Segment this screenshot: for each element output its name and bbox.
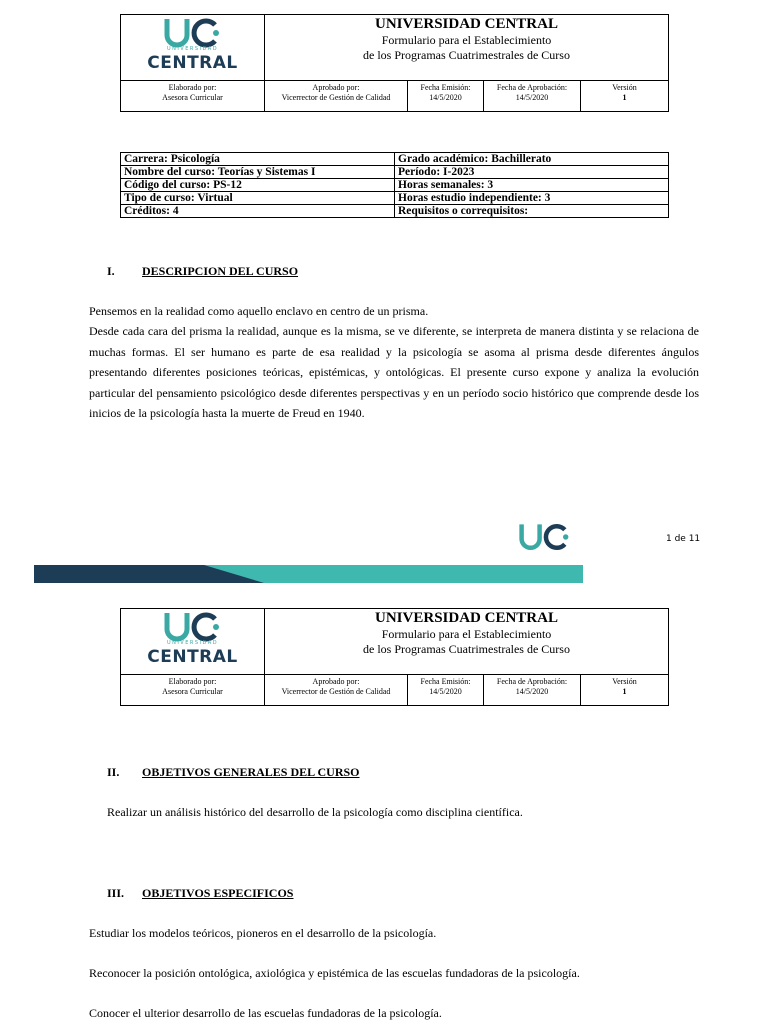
meta-fecha-aprobacion: Fecha de Aprobación: 14/5/2020: [484, 81, 581, 111]
page-number: 1 de 11: [666, 534, 701, 544]
logo-small-text: UNIVERSIDAD: [166, 640, 219, 646]
description-paragraph-2: Desde cada cara del prisma la realidad, aunque es la misma, se ve diferente, se interpreta de manera distinta y se relaciona de muchas formas. El ser humano es parte de esa realidad y la psicología se asoma al prisma desde diferentes ángulos presentando diferentes posiciones teóricas, epistémicas, y ontológicas. El presente curso expone y analiza la evolución particular del pensamiento psicológico desde diferentes perspectivas y en un período socio histórico que comprende desde los inicios de la psicología hasta la muerte de Freud en 1940.: [89, 324, 699, 420]
university-name: UNIVERSIDAD CENTRAL: [375, 16, 558, 32]
table-row: Créditos: 4 Requisitos o correquisitos:: [121, 205, 669, 218]
meta-fecha-emision: Fecha Emisión: 14/5/2020: [408, 81, 484, 111]
table-row: Nombre del curso: Teorías y Sistemas I Período: I-2023: [121, 166, 669, 179]
meta-fecha-emision: Fecha Emisión: 14/5/2020: [408, 675, 484, 705]
section-heading-1: I. DESCRIPCION DEL CURSO: [107, 264, 299, 278]
form-subtitle-2: de los Programas Cuatrimestrales de Curso: [363, 48, 570, 62]
document-header-page-2: [120, 608, 669, 706]
university-name: UNIVERSIDAD CENTRAL: [375, 610, 558, 626]
specific-objective-1: Estudiar los modelos teóricos, pioneros en el desarrollo de la psicología.: [89, 926, 437, 940]
table-row: Carrera: Psicología Grado académico: Bachillerato: [121, 153, 669, 166]
meta-aprobado: Aprobado por: Vicerrector de Gestión de Calidad: [265, 81, 408, 111]
specific-objective-3: Conocer el ulterior desarrollo de las escuelas fundadoras de la psicología.: [89, 1006, 442, 1020]
university-logo: [121, 15, 265, 80]
meta-aprobado: Aprobado por: Vicerrector de Gestión de Calidad: [265, 675, 408, 705]
description-paragraph-1: Pensemos en la realidad como aquello enclavo en centro de un prisma.: [89, 304, 429, 318]
footer-uc-logo-icon: [518, 522, 572, 557]
course-info-table: [120, 152, 669, 218]
general-objective: Realizar un análisis histórico del desarrollo de la psicología como disciplina científica.: [107, 805, 523, 819]
form-subtitle-1: Formulario para el Establecimiento: [381, 33, 552, 47]
specific-objective-2: Reconocer la posición ontológica, axiológica y epistémica de las escuelas fundadoras de la psicología.: [89, 966, 580, 980]
meta-elaborado: Elaborado por: Asesora Curricular: [121, 675, 265, 705]
logo-wordmark: CENTRAL: [147, 53, 238, 73]
logo-wordmark: CENTRAL: [147, 647, 238, 667]
section-heading-3: III. OBJETIVOS ESPECIFICOS: [107, 886, 294, 900]
form-subtitle-2: de los Programas Cuatrimestrales de Curso: [363, 642, 570, 656]
meta-version: Versión 1: [612, 677, 637, 696]
logo-small-text: UNIVERSIDAD: [166, 46, 219, 52]
table-row: Código del curso: PS-12 Horas semanales: 3: [121, 179, 669, 192]
meta-version: Versión 1: [612, 83, 637, 102]
meta-fecha-aprobacion: Fecha de Aprobación: 14/5/2020: [484, 675, 581, 705]
meta-elaborado: Elaborado por: Asesora Curricular: [121, 81, 265, 111]
footer-color-band: [34, 565, 583, 583]
form-subtitle-1: Formulario para el Establecimiento: [381, 627, 552, 641]
section-heading-2: II. OBJETIVOS GENERALES DEL CURSO: [107, 765, 360, 779]
document-header: [120, 14, 669, 112]
university-logo: [121, 609, 265, 674]
table-row: Tipo de curso: Virtual Horas estudio independiente: 3: [121, 192, 669, 205]
